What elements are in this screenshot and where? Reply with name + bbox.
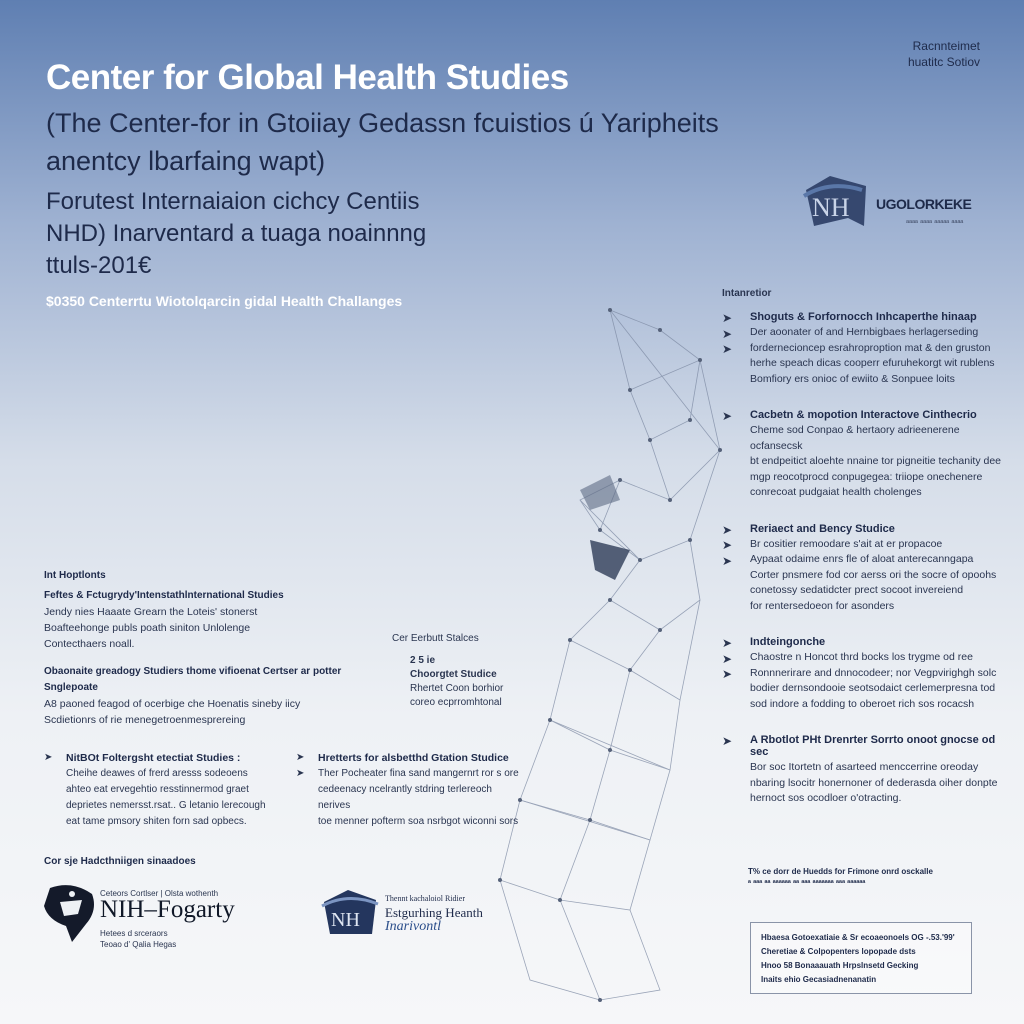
svg-text:NH: NH	[331, 909, 360, 931]
corner-line: huatitc Sotiov	[907, 55, 980, 69]
item-line: conetossy sedatidcter prect socoot invereiend	[750, 584, 964, 596]
right-column	[722, 288, 1012, 829]
network-graphic	[490, 300, 730, 1024]
logo2-line: Estgurhing Heanth	[385, 905, 483, 920]
list-item	[722, 311, 1012, 387]
item-line: bt endpeitict aloehte nnaine tor pigneitie techanity dee	[750, 455, 1002, 467]
item-title: A Rbotlot PHt Drenrter Sorrto onoot gnocse od sec	[750, 734, 996, 758]
item-line: Der aoonater of and Hernbigbaes herlagerseding	[750, 326, 979, 338]
nih-institute-logo-text	[385, 892, 483, 934]
item-line: sod indore a fodding to oberoet rich sos rocacsh	[750, 697, 975, 710]
item-line: conrecoat pudgaiat health cholenges	[750, 486, 922, 498]
info-line: Hbaesa Gotoexatiaie & Sr ecoaeonoels OG -.53.'99'	[761, 933, 955, 942]
item-title: Cacbetn & mopotion Interactove Cinthecrio	[750, 409, 977, 421]
item-line: fordernecioncep esrahroproption mat & den gruston	[750, 341, 991, 354]
item-title: NitBOt Foltergsht etectiat Studies :	[66, 752, 241, 764]
info-line: Inaits ehio Gecasiadnenanatin	[761, 975, 877, 984]
arrow-icon: ➤ ➤ ➤	[722, 636, 733, 681]
item-line: toe menner pofterm soa nsrbgot wiconni sors	[318, 816, 519, 827]
corner-line: Racnnteimet	[912, 39, 980, 53]
item-line: hernoct sos ocodloer o'otracting.	[750, 792, 902, 804]
list-item	[722, 636, 1012, 712]
lead-line: ttuls-201€	[46, 252, 152, 279]
item-line: Chaostre n Honcot thrd bocks los trygme od ree	[750, 651, 973, 663]
section-line: A8 paoned feagod of ocerbige che Hoenatis sineby iicy	[44, 698, 301, 710]
logo2-line: Thennt kachaloiol Ridier	[385, 894, 465, 903]
item-line: herhe speach dicas cooperr efuruhekorgt wit rublens	[750, 357, 995, 369]
page-subtitle	[46, 104, 786, 180]
item-line: mgp reocotprocd conpugegea: triiope onechenere	[750, 470, 983, 483]
fogarty-sub-line: Teoao d' Qalia Hegas	[100, 940, 177, 949]
list-item	[44, 750, 284, 830]
item-line: Ther Pocheater fina sand mangernrt ror s ore	[318, 768, 519, 779]
footer-heading-line: T% ce dorr de Huedds for Frimone onrd osckalle	[748, 867, 933, 876]
item-title: Reriaect and Bency Studice	[750, 522, 895, 535]
footer-heading-line: ᵃ ᵃᵃᵃ ᵃᵃ ᵃᵃᵃᵃᵃᵃ ᵃᵃ ᵃᵃᵃ ᵃᵃᵃᵃᵃᵃᵃ ᵃᵃᵃ ᵃᵃᵃᵃᵃᵃ	[748, 878, 866, 887]
contact-info-box	[750, 922, 972, 994]
fogarty-sub-line: Hetees d srceraors	[100, 929, 168, 938]
lead-text	[46, 186, 486, 282]
nih-institute-logo-icon	[320, 888, 380, 938]
fogarty-logo-name: NIH–Fogarty	[100, 896, 235, 923]
arrow-icon: ➤ ➤ ➤	[722, 522, 733, 568]
section-line: Boafteehonge publs poath siniton Unlolenge	[44, 622, 251, 634]
arrow-icon: ➤ ➤ ➤	[722, 311, 733, 356]
info-line: Hnoo 58 Bonaaauath Hrpslnsetd Gecking	[761, 961, 919, 970]
section-line: Scdietionrs of rie menegetroenmesprereing	[44, 714, 246, 726]
arrow-icon: ➤ ➤	[296, 752, 305, 779]
subtitle-line: anentcy lbarfaing wapt)	[46, 146, 326, 176]
left-section-1	[44, 588, 374, 652]
corner-label	[908, 38, 980, 70]
item-line: nbaring lsocitr honernoner of dederasda oiher donpte	[750, 776, 998, 789]
left-section-2	[44, 664, 389, 728]
item-line: Cheihe deawes of frerd aresss sodeoens	[66, 768, 248, 779]
item-line: Aypaat odaime enrs fle of aloat anterecanngapa	[750, 553, 974, 565]
page-title: Center for Global Health Studies	[46, 58, 569, 97]
center-block-label: Cer Eerbutt Stalces	[392, 633, 479, 644]
item-line: ahteo eat ervegehtio resstinnermod graet	[66, 784, 249, 795]
lead-line: Forutest Internaiaion cichcy Centiis	[46, 188, 420, 215]
footer-heading	[748, 866, 933, 888]
item-title: Shoguts & Forfornocch Inhcaperthe hinaap	[750, 311, 977, 323]
fogarty-logo-top: Ceteors Cortlser | Olsta wothenth	[100, 889, 219, 898]
center-block-title: Choorgtet Studice	[410, 669, 497, 680]
partners-label: Cor sje Hadcthniigen sinaadoes	[44, 856, 196, 867]
list-item	[296, 750, 526, 830]
subtitle-line: (The Center-for in Gtoiiay Gedassn fcuistios ú Yaripheits	[46, 108, 719, 138]
item-line: eat tame pmsory shiten forn sad opbecs.	[66, 816, 247, 827]
item-line: Bomfiory ers onioc of ewiito & Sonpuee loits	[750, 372, 955, 385]
section-label: Int Hoptlonts	[44, 570, 106, 581]
highlights-label	[44, 568, 374, 584]
info-line: Cheretiae & Colpopenters lopopade dsts	[761, 947, 916, 956]
right-column-heading: Intanretior	[722, 288, 772, 299]
center-block-content	[410, 668, 530, 710]
nih-initials: NH	[812, 193, 850, 222]
item-line: Corter pnsmere fod cor aerss ori the socre of opoohs	[750, 568, 997, 581]
nih-badge-name: UGOLORKEKE	[876, 196, 972, 212]
list-item	[722, 409, 1012, 501]
nih-badge-sub: ᵃᵃᵃᵃ ᵃᵃᵃᵃ ᵃᵃᵃᵃᵃ ᵃᵃᵃᵃ	[906, 218, 964, 227]
fogarty-logo-icon	[42, 880, 100, 944]
item-line: Cheme sod Conpao & hertaory adrieenerene ocfansecsk	[750, 424, 960, 452]
arrow-icon: ➤	[722, 734, 733, 748]
arrow-icon: ➤	[44, 752, 53, 763]
lead-line: NHD) Inarventard a tuaga noainnng	[46, 220, 427, 247]
item-line: Bor soc Itortetn of asarteed menccerrine oreoday	[750, 761, 979, 773]
item-line: deprietes nemersst.rsat.. G letanio lerecough	[66, 800, 266, 811]
section-title: Feftes & Fctugrydy'Intenstathlnternational Studies	[44, 590, 284, 601]
section-title: Obaonaite greadogy Studiers thome vifioenat Certser ar potter Snglepoate	[44, 666, 342, 693]
item-line: Ronnnerirare and dnnocodeer; nor Vegpvirighgh solc	[750, 666, 997, 679]
logo2-line: Inarivontl	[385, 919, 441, 934]
item-title: Indteingonche	[750, 636, 826, 648]
fogarty-logo-sub	[100, 928, 176, 950]
tagline: $0350 Centerrtu Wiotolqarcin gidal Health Challanges	[46, 293, 403, 309]
item-line: cedeenacy ncelrantly stdring terlereoch nerives	[318, 784, 492, 811]
item-line: for rentersedoeon for asonders	[750, 599, 895, 612]
item-line: bodier dernsondooie seotsodaict cerlemerpresna tod	[750, 682, 996, 694]
item-title: Hretterts for alsbetthd Gtation Studice	[318, 752, 509, 764]
center-block-line: coreo ecprromhtonal	[410, 697, 502, 708]
center-block-number: 2 5 ie	[410, 655, 436, 666]
list-item	[722, 523, 1012, 615]
item-line: Br cositier remoodare s'ait at er propacoe	[750, 537, 943, 550]
center-block-line: Rhertet Coon borhior	[410, 683, 504, 694]
section-line: Contecthaers noall.	[44, 638, 135, 650]
list-item	[722, 734, 1012, 807]
arrow-icon: ➤	[722, 409, 733, 423]
section-line: Jendy nies Haaate Grearn the Loteis' stonerst	[44, 606, 258, 618]
